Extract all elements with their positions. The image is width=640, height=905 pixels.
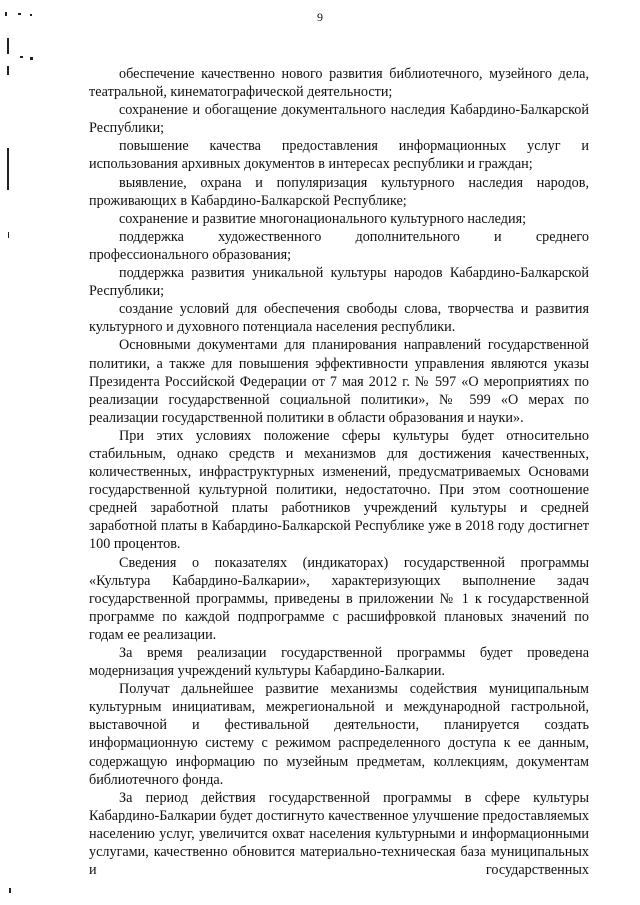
paragraph: сохранение и развитие многонационального культурного наследия; — [119, 210, 527, 227]
paragraph: Получат дальнейшее развитие механизмы содействия муниципальным культурным инициативам, межрегиональной и международной гастрольной, выставочной и фестивальной деятельности, планируется создать информационную систему с режимом распределенного доступа к ее данным, содержащую информацию по музейным предметам, коллекциям, документам библиотечного фонда. — [89, 681, 589, 788]
paragraph: Сведения о показателях (индикаторах) государственной программы «Культура Кабардино-Балкарии», характеризующих выполнение задач государственной программы, приведены в приложении № 1 к государственной программе по каждой подпрограмме с расшифровкой плановых значений по годам ее реализации. — [89, 554, 589, 643]
scan-mark — [7, 148, 9, 190]
paragraph: обеспечение качественно нового развития библиотечного, музейного дела, театральной, кинематографической деятельности; — [89, 66, 589, 101]
paragraph: При этих условиях положение сферы культуры будет относительно стабильным, однако средств и механизмов для достижения качественных, количественных, инфраструктурных изменений, предусматриваемых Основами государственной культурной политики, недостаточно. При этом соотношение средней заработной платы работников учреждений культуры и средней заработной платы в Кабардино-Балкарской Республике уже в 2018 году достигнет 100 процентов. — [89, 427, 589, 553]
paragraph: повышение качества предоставления информационных услуг и использования архивных документов в интересах республики и граждан; — [89, 138, 589, 173]
document-body — [89, 65, 589, 879]
paragraph: поддержка развития уникальной культуры народов Кабардино-Балкарской Республики; — [89, 265, 589, 300]
paragraph: выявление, охрана и популяризация культурного наследия народов, проживающих в Кабардино-Балкарской Республике; — [89, 174, 589, 209]
paragraph: Основными документами для планирования направлений государственной политики, а также для повышения эффективности управления являются указы Президента Российской Федерации от 7 мая 2012 г. № 597 «О мероприятиях по реализации государственной социальной политики», № 599 «О мерах по реализации государственной политики в области образования и науки». — [89, 337, 589, 426]
scan-mark — [8, 232, 9, 238]
scan-mark — [7, 38, 9, 54]
scan-mark — [30, 57, 33, 60]
paragraph: За период действия государственной программы в сфере культуры Кабардино-Балкарии будет достигнуто качественное улучшение предоставляемых населению услуг, увеличится охват населения культурными и информационными услугами, качественно обновится материально-техническая база муниципальных и государственных — [89, 789, 589, 879]
scan-mark — [7, 66, 9, 75]
paragraph: сохранение и обогащение документального наследия Кабардино-Балкарской Республики; — [89, 102, 589, 137]
scan-mark — [18, 13, 21, 15]
scan-mark — [30, 14, 32, 16]
scan-mark — [5, 12, 7, 16]
page-number: 9 — [317, 10, 323, 24]
paragraph: За время реализации государственной программы будет проведена модернизация учреждений культуры Кабардино-Балкарии. — [89, 645, 589, 680]
paragraph: создание условий для обеспечения свободы слова, творчества и развития культурного и духовного потенциала населения республики. — [89, 301, 589, 336]
scan-mark — [20, 56, 23, 58]
paragraph: поддержка художественного дополнительного и среднего профессионального образования; — [89, 228, 589, 263]
scan-mark — [9, 888, 11, 893]
